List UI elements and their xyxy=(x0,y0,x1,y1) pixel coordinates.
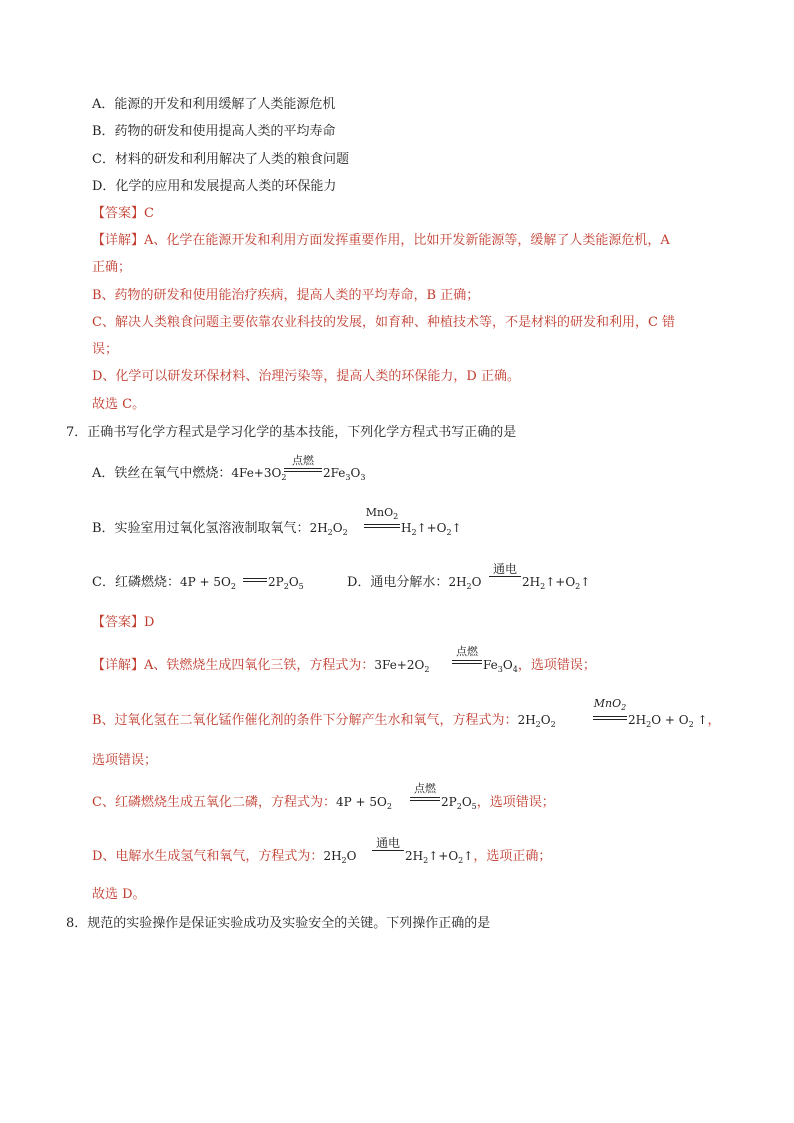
q6-detail-4: D、化学可以研发环保材料、治理污染等，提高人类的环保能力，D 正确。 xyxy=(92,369,520,384)
q6-detail-1b: 正确； xyxy=(92,260,132,275)
q7-detail-b-condition: MnO$_2$ xyxy=(593,697,627,712)
q6-conclusion: 故选 C。 xyxy=(92,397,146,412)
q7-detail-d-arrow xyxy=(372,850,404,851)
q7-option-b-equation: $2H_2O_2$ xyxy=(309,521,348,537)
q7-option-b xyxy=(92,519,348,542)
q7-option-b-label: B．实验室用过氧化氢溶液制取氧气： xyxy=(92,521,310,536)
q7-detail-b: B、过氧化氢在二氧化锰作催化剂的条件下分解产生水和氧气，方程式为：$2H_2O_2$ xyxy=(92,713,556,729)
q7-option-c xyxy=(92,573,236,596)
q6-option-d: D．化学的应用和发展提高人类的环保能力 xyxy=(92,179,337,194)
q7-answer: 【答案】D xyxy=(92,615,155,630)
q7-detail-c: C、红磷燃烧生成五氧化二磷，方程式为：$4P + 5O_2$ xyxy=(92,795,392,811)
q7-detail-a-end: $Fe_3O_4$，选项错误； xyxy=(483,658,596,674)
q6-detail-2: B、药物的研发和使用能治疗疾病，提高人类的平均寿命，B 正确； xyxy=(92,288,480,303)
q7-detail-c-end: $2P_2O_5$，选项错误； xyxy=(441,795,555,811)
q6-answer: 【答案】C xyxy=(92,206,154,221)
q7-detail-d: D、电解水生成氢气和氧气，方程式为：$2H_2O$ xyxy=(92,849,357,865)
q7-option-c-product: $2P_2O_5$ xyxy=(268,575,304,591)
q6-option-c: C．材料的研发和利用解决了人类的粮食问题 xyxy=(92,152,349,167)
q7-option-a-condition: 点燃 xyxy=(292,454,314,467)
q7-detail-a: 【详解】A、铁燃烧生成四氧化三铁，方程式为：$3Fe+2O_2$ xyxy=(92,658,430,674)
q7-option-c-arrow xyxy=(243,578,267,582)
q8-stem: 8．规范的实验操作是保证实验成功及实验安全的关键。下列操作正确的是 xyxy=(66,916,491,931)
q7-option-d-product: $2H_2↑+O_2↑$ xyxy=(522,575,591,591)
q7-option-c-equation: $4P + 5O_2$ xyxy=(179,575,236,591)
q7-detail-d-condition: 通电 xyxy=(375,836,400,850)
q6-detail-1: 【详解】A、化学在能源开发和利用方面发挥重要作用，比如开发新能源等，缓解了人类能源危机，A xyxy=(92,233,670,248)
q7-option-a-label: A．铁丝在氧气中燃烧： xyxy=(92,466,232,481)
q7-detail-d-end: $2H_2↑+O_2↑$，选项正确； xyxy=(405,849,552,865)
q7-detail-c-condition: 点燃 xyxy=(414,782,436,795)
q7-option-c-label: C．红磷燃烧： xyxy=(92,575,180,590)
q6-detail-3b: 误； xyxy=(92,342,119,357)
q7-detail-b-end: $2H_2O + O_2$ ↑， xyxy=(628,713,721,729)
q7-detail-c-arrow xyxy=(410,797,440,801)
q7-option-a xyxy=(92,464,286,487)
q6-detail-3: C、解决人类粮食问题主要依靠农业科技的发展，如育种、种植技术等，不是材料的研发和利用，C 错 xyxy=(92,315,676,330)
q7-option-d-arrow xyxy=(489,576,521,577)
q7-option-a-equation: $4Fe+3O_2$ xyxy=(231,466,287,482)
q7-detail-a-condition: 点燃 xyxy=(456,645,478,658)
q7-option-b-product: $H_2↑+O_2↑$ xyxy=(401,521,462,537)
q7-option-b-arrow xyxy=(364,524,400,528)
q7-detail-b2: 选项错误； xyxy=(92,753,158,768)
q7-option-d-label: D．通电分解水： xyxy=(347,575,449,590)
q7-stem: 7．正确书写化学方程式是学习化学的基本技能，下列化学方程式书写正确的是 xyxy=(66,425,517,440)
q7-option-d-equation: $2H_2O$ xyxy=(448,575,482,591)
q7-conclusion: 故选 D。 xyxy=(92,887,146,902)
q6-option-a: A．能源的开发和利用缓解了人类能源危机 xyxy=(92,97,336,112)
q7-option-a-product: $2Fe_3O_3$ xyxy=(323,466,366,482)
q7-option-a-arrow xyxy=(284,468,322,472)
q7-option-b-condition: MnO$_2$ xyxy=(365,506,399,521)
q7-detail-b-arrow xyxy=(593,716,627,720)
q6-option-b: B．药物的研发和使用提高人类的平均寿命 xyxy=(92,124,336,139)
q7-option-d xyxy=(347,573,481,596)
q7-option-d-condition: 通电 xyxy=(492,562,517,576)
q7-detail-a-arrow xyxy=(452,660,482,664)
